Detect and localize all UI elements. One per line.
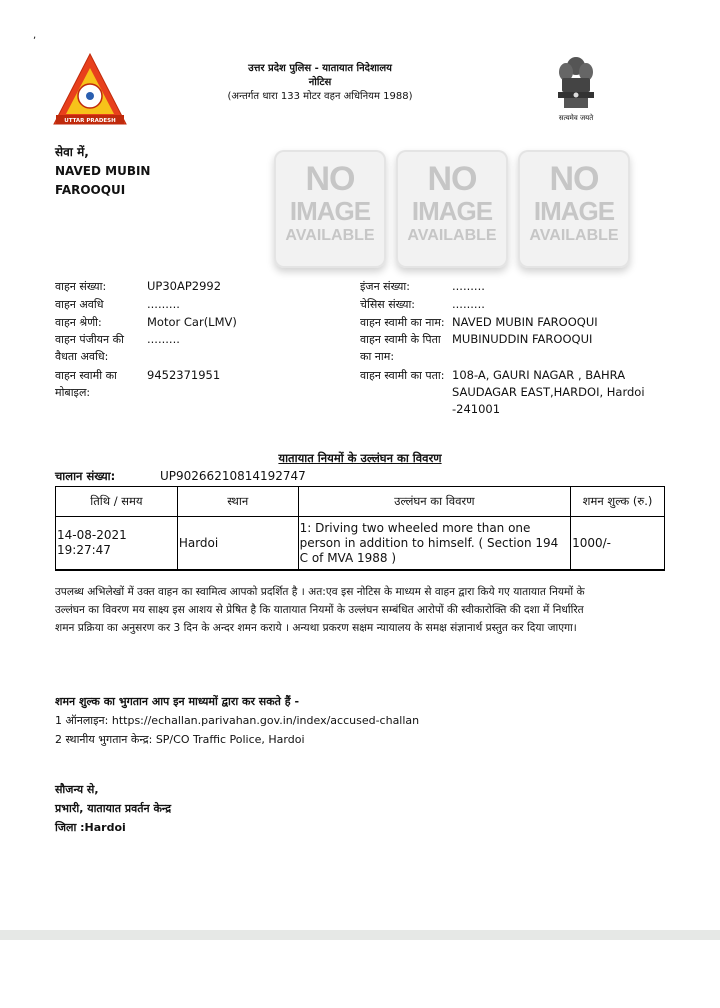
col-violation: उल्लंघन का विवरण	[298, 487, 570, 517]
owner-mobile-value: 9452371951	[147, 368, 221, 382]
stray-mark: ,	[33, 30, 37, 41]
addressee-name-1: NAVED MUBIN	[55, 164, 151, 178]
reg-validity-label-1: वाहन पंजीयन की	[55, 333, 124, 346]
owner-mobile-label-2: मोबाइल:	[55, 386, 91, 399]
owner-address-label: वाहन स्वामी का पता:	[360, 369, 445, 382]
lion-capital-icon	[554, 52, 598, 114]
table-header-row	[56, 487, 665, 517]
national-emblem	[548, 52, 604, 132]
owner-name-value: NAVED MUBIN FAROOQUI	[452, 315, 598, 329]
col-fine: शमन शुल्क (रु.)	[571, 487, 665, 517]
payment-local-label: 2 स्थानीय भुगतान केन्द्र:	[55, 733, 156, 746]
engine-no-value: .........	[452, 279, 485, 293]
evidence-photo-1: NO IMAGE AVAILABLE	[274, 150, 386, 268]
vehicle-age-label: वाहन अवधि	[55, 298, 104, 311]
payment-online-link[interactable]: https://echallan.parivahan.gov.in/index/accused-challan	[111, 714, 420, 727]
cell-date-time	[56, 517, 178, 571]
col-place: स्थान	[177, 487, 298, 517]
owner-father-label-1: वाहन स्वामी के पिता	[360, 333, 441, 346]
challan-no-label: चालान संख्या:	[55, 469, 116, 483]
reg-no-value: UP30AP2992	[147, 279, 222, 293]
notice-paragraph: उपलब्ध अभिलेखों में उक्त वाहन का स्वामित्व आपको प्रदर्शित है । अत:एव इस नोटिस के माध्यम से वाहन द्वारा किये गए यातायात नियमों के उल्लंघन का विवरण मय साक्ष्य इस आशय से प्रेषित है कि यातायात नियमों के उल्लंघन सम्बंधित आरोपों की स्वीकारोक्ति की दशा में निर्धारित शमन प्रक्रिया का अनुसरण कर 3 दिन के अन्दर शमन कराये । अन्यथा प्रकरण सक्षम न्यायालय के समक्ष संज्ञानार्थ प्रस्तुत कर दिया जाएगा।	[55, 586, 585, 634]
addressee-block	[55, 143, 150, 200]
evidence-photo-2: NO IMAGE AVAILABLE	[396, 150, 508, 268]
page-footer-bar	[0, 930, 720, 940]
vehicle-age-value: .........	[147, 297, 180, 311]
violation-time: 19:27:47	[57, 543, 111, 557]
cell-fine: 1000/-	[571, 517, 665, 571]
payment-online	[55, 711, 419, 730]
cell-place: Hardoi	[177, 517, 298, 571]
col-date-time: तिथि / समय	[56, 487, 178, 517]
payment-heading: शमन शुल्क का भुगतान आप इन माध्यमों द्वारा कर सकते हैं -	[55, 695, 300, 708]
chassis-no-label: चेसिस संख्या:	[360, 298, 416, 311]
evidence-photo-3: NO IMAGE AVAILABLE	[518, 150, 630, 268]
vehicle-class-value: Motor Car(LMV)	[147, 315, 237, 329]
signature-district: जिला :Hardoi	[55, 821, 126, 834]
payment-section	[55, 692, 419, 749]
chassis-no-value: .........	[452, 297, 485, 311]
violation-section-title: यातायात नियमों के उल्लंघन का विवरण	[278, 451, 442, 465]
challan-no-value: UP90266210814192747	[160, 469, 306, 483]
owner-address-line-2: SAUDAGAR EAST,HARDOI, Hardoi	[452, 385, 645, 399]
owner-mobile-label-1: वाहन स्वामी का	[55, 369, 117, 382]
owner-address-line-1: 108-A, GAURI NAGAR , BAHRA	[452, 368, 626, 382]
vehicle-class-label: वाहन श्रेणी:	[55, 316, 102, 329]
header-title: उत्तर प्रदेश पुलिस - यातायात निदेशालय	[248, 63, 392, 74]
reg-no-label: वाहन संख्या:	[55, 280, 107, 293]
table-row	[56, 517, 665, 571]
owner-address-line-3: -241001	[452, 402, 501, 416]
signature-officer: प्रभारी, यातायात प्रवर्तन केन्द्र	[55, 802, 172, 815]
addressee-name-2: FAROOQUI	[55, 183, 126, 197]
notice-header	[190, 62, 450, 104]
payment-local-value: SP/CO Traffic Police, Hardoi	[155, 733, 305, 746]
up-traffic-logo	[52, 52, 128, 128]
payment-online-label: 1 ऑनलाइन:	[55, 714, 112, 727]
signature-block	[55, 780, 171, 837]
owner-father-label-2: का नाम:	[360, 350, 395, 363]
signature-courtesy: सौजन्य से,	[55, 783, 99, 796]
violation-date: 14-08-2021	[57, 528, 127, 542]
addressee-label: सेवा में,	[55, 145, 89, 159]
owner-name-label: वाहन स्वामी का नाम:	[360, 316, 445, 329]
engine-no-label: इंजन संख्या:	[360, 280, 410, 293]
reg-validity-label-2: वैधता अवधि:	[55, 350, 109, 363]
logo-bottom-text: UTTAR PRADESH	[64, 118, 116, 124]
emblem-motto: सत्यमेव जयते	[558, 114, 594, 122]
owner-father-value: MUBINUDDIN FAROOQUI	[452, 332, 593, 346]
header-notice: नोटिस	[308, 77, 332, 88]
cell-violation-desc: 1: Driving two wheeled more than one person in addition to himself. ( Section 194 C of MVA 1988 )	[298, 517, 570, 571]
violation-table	[55, 486, 665, 571]
payment-local	[55, 730, 419, 749]
header-act: (अन्तर्गत धारा 133 मोटर वहन अधिनियम 1988)	[227, 91, 413, 102]
reg-validity-value: .........	[147, 332, 180, 346]
